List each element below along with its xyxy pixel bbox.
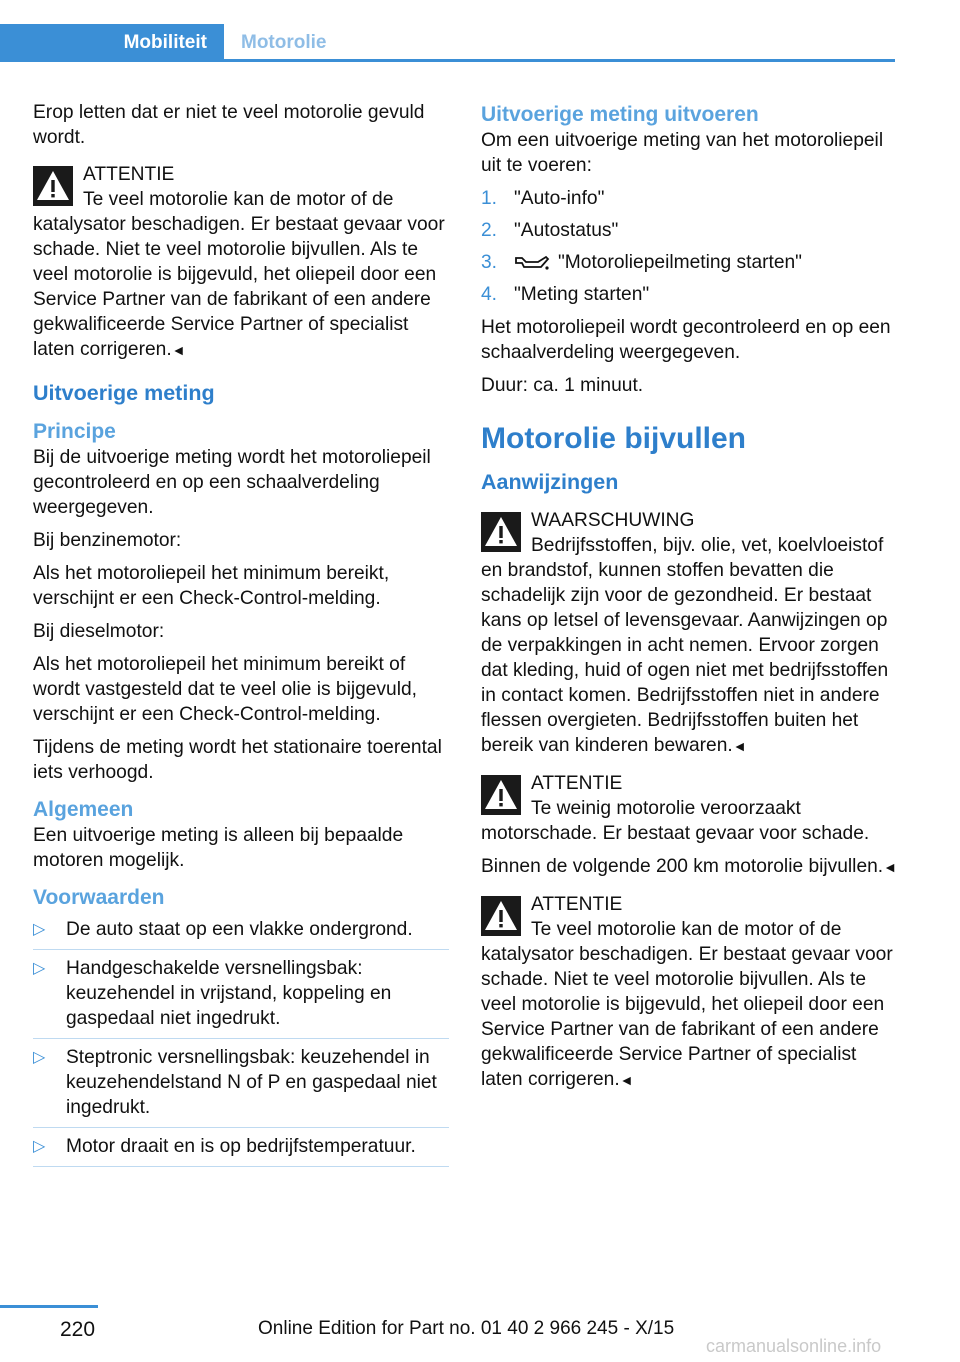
warning-tag: ATTENTIE: [83, 164, 175, 185]
warning-block: [481, 508, 897, 759]
paragraph: Een uitvoerige meting is alleen bij bepaalde motoren mogelijk.: [33, 825, 404, 871]
heading-uitvoerige-meting: Uitvoerige meting: [33, 381, 215, 405]
triangle-bullet-icon: ▷: [33, 960, 46, 977]
warning-text: Te veel motorolie kan de motor of de katalysator beschadigen. Er bestaat gevaar voor schade. Niet te veel motorolie bijvullen. Als te veel motorolie is bijgevuld, het oliepeil door een Service Partner van de fabrikant of een andere gekwalificeerde Service Partner of specialist laten corrigeren.: [33, 189, 445, 360]
paragraph: Bij de uitvoerige meting wordt het motoroliepeil gecontroleerd en op een schaalverdeling weergegeven.: [33, 447, 431, 518]
triangle-bullet-icon: ▷: [33, 921, 46, 938]
heading-voorwaarden: Voorwaarden: [33, 886, 165, 909]
paragraph: Duur: ca. 1 minuut.: [481, 375, 644, 396]
warning-triangle-icon: [33, 166, 73, 206]
paragraph: Tijdens de meting wordt het stationaire toerental iets verhoogd.: [33, 737, 442, 783]
paragraph: Bij dieselmotor:: [33, 621, 165, 642]
warning-block: [33, 162, 449, 363]
heading-aanwijzingen: Aanwijzingen: [481, 470, 619, 494]
warning-triangle-icon: [481, 896, 521, 936]
heading-motorolie-bijvullen: Motorolie bijvullen: [481, 422, 747, 455]
heading-uitvoeren: Uitvoerige meting uitvoeren: [481, 103, 759, 126]
steps-list: [481, 186, 897, 307]
paragraph: Als het motoroliepeil het minimum bereikt, verschijnt er een Check-Control-melding.: [33, 563, 390, 609]
page-header: [0, 0, 895, 62]
paragraph: Binnen de volgende 200 km motorolie bijvullen.◄: [481, 856, 897, 877]
list-item: 1. "Auto-info": [481, 188, 605, 209]
paragraph: Als het motoroliepeil het minimum bereikt of wordt vastgesteld dat te veel olie is bijgevuld, verschijnt er een Check-Control-melding.: [33, 654, 417, 725]
list-item: ▷ Motor draait en is op bedrijfstemperatuur.: [33, 1134, 449, 1167]
end-marker: ◄: [732, 738, 747, 754]
warning-text: Te weinig motorolie veroorzaakt motorschade. Er bestaat gevaar voor schade.: [481, 798, 870, 844]
intro-text: Erop letten dat er niet te veel motorolie gevuld wordt.: [33, 102, 425, 148]
warning-tag: ATTENTIE: [531, 894, 623, 915]
list-item: 3. "Motoroliepeilmeting starten": [481, 252, 802, 273]
warning-triangle-icon: [481, 512, 521, 552]
warning-tag: WAARSCHUWING: [531, 510, 695, 531]
triangle-bullet-icon: ▷: [33, 1049, 46, 1066]
warning-block: [481, 771, 897, 846]
left-column: [33, 100, 449, 1173]
list-item: 4. "Meting starten": [481, 284, 650, 305]
warning-text: Bedrijfsstoffen, bijv. olie, vet, koelvloeistof en brandstof, kunnen stoffen bevatten die schadelijk zijn voor de gezondheid. Er bestaat kans op letsel of levensgevaar. Aanwijzingen op de verpakkingen in acht nemen. Ervoor zorgen dat kleding, huid of ogen niet met bedrijfsstoffen in contact komen. Bedrijfsstoffen niet in andere flessen overgieten. Bedrijfsstoffen buiten het bereik van kinderen bewaren.: [481, 535, 889, 756]
warning-triangle-icon: [481, 775, 521, 815]
warning-block: [481, 892, 897, 1093]
right-column: [481, 100, 897, 1101]
list-item: ▷ De auto staat op een vlakke ondergrond.: [33, 917, 449, 950]
section-tab: Mobiliteit: [0, 24, 224, 62]
warning-tag: ATTENTIE: [531, 773, 623, 794]
edition-text: Online Edition for Part no. 01 40 2 966 245 - X/15: [258, 1318, 675, 1339]
header-rule: [224, 59, 895, 62]
footer-rule: [0, 1305, 98, 1308]
end-marker: ◄: [171, 342, 186, 358]
heading-algemeen: Algemeen: [33, 798, 134, 821]
end-marker: ◄: [883, 859, 897, 875]
watermark: carmanualsonline.info: [706, 1336, 882, 1356]
heading-principe: Principe: [33, 420, 116, 443]
page-number: 220: [60, 1318, 96, 1341]
warning-text: Te veel motorolie kan de motor of de katalysator beschadigen. Er bestaat gevaar voor schade. Niet te veel motorolie bijvullen. Als te veel motorolie is bijgevuld, het oliepeil door een Service Partner van de fabrikant of een andere gekwalificeerde Service Partner of specialist laten corrigeren.: [481, 919, 893, 1090]
oil-can-icon: [514, 254, 550, 272]
paragraph: Het motoroliepeil wordt gecontroleerd en op een schaalverdeling weergegeven.: [481, 317, 891, 363]
end-marker: ◄: [619, 1072, 634, 1088]
paragraph: Bij benzinemotor:: [33, 530, 182, 551]
list-item: ▷ Handgeschakelde versnellingsbak: keuzehendel in vrijstand, koppeling en gaspedaal niet ingedrukt.: [33, 956, 449, 1039]
paragraph: Om een uitvoerige meting van het motoroliepeil uit te voeren:: [481, 130, 884, 176]
subsection-tab: Motorolie: [241, 32, 327, 53]
conditions-list: [33, 917, 449, 1167]
list-item: ▷ Steptronic versnellingsbak: keuzehendel in keuzehendelstand N of P en gaspedaal niet ingedrukt.: [33, 1045, 449, 1128]
list-item: 2. "Autostatus": [481, 220, 619, 241]
triangle-bullet-icon: ▷: [33, 1138, 46, 1155]
